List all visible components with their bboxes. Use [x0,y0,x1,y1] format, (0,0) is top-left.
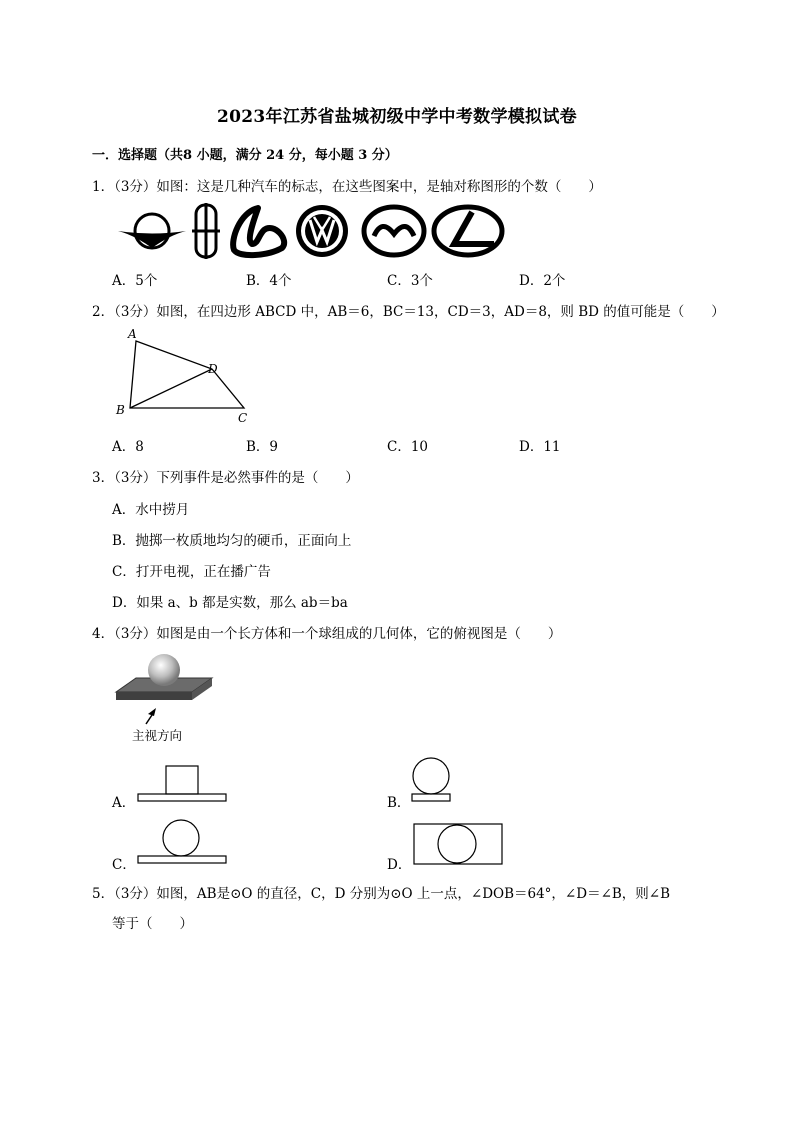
s-shaped-logo [233,208,284,255]
q2-option-b: B．9 [246,439,279,455]
q1-option-c: C．3个 [387,273,433,289]
point-b-label: B [116,403,125,417]
question-2-text: 2．（3分）如图，在四边形 ABCD 中，AB＝6，BC＝13，CD＝3，AD＝8，则 BD 的值可能是（ ） [92,304,725,320]
sphere [148,654,180,686]
q4-option-c: C． [112,857,136,873]
volkswagen-logo [296,205,348,257]
mazda-logo [364,207,424,255]
point-c-label: C [238,411,248,425]
q3-option-d: D．如果 a、b 都是实数，那么 ab＝ba [112,595,348,611]
q2-option-a: A．8 [112,439,144,455]
q2-option-c: C．10 [387,439,429,455]
q4-option-b-figure [409,756,455,804]
section-heading: 一．选择题（共8 小题，满分 24 分，每小题 3 分） [92,148,398,163]
car-logos-figure [112,200,512,262]
view-direction-label: 主视方向 [132,728,183,743]
page-title: 2023年江苏省盐城初级中学中考数学模拟试卷 [217,107,577,127]
question-4-text: 4．（3分）如图是由一个长方体和一个球组成的几何体，它的俯视图是（ ） [92,626,562,642]
q4-option-a: A． [112,795,136,811]
q1-option-a: A．5个 [112,273,158,289]
q3-option-a: A．水中捞月 [112,502,190,518]
solid-figure [112,650,222,726]
question-5-text-continued: 等于（ ） [112,916,193,932]
point-d-label: D [208,362,218,376]
hyundai-like-logo [118,214,186,248]
q2-option-d: D．11 [519,439,561,455]
point-a-label: A [128,327,137,341]
q1-option-d: D．2个 [519,273,566,289]
q4-option-c-figure [136,818,230,866]
lexus-logo [434,207,502,255]
q4-option-b: B． [387,795,411,811]
question-5-text: 5．（3分）如图，AB是⊙O 的直径，C，D 分别为⊙O 上一点，∠DOB＝64°，∠D＝∠B，则∠B [92,886,671,902]
q1-option-b: B．4个 [246,273,292,289]
q4-option-a-figure [136,764,230,804]
q4-option-d-figure [412,822,506,868]
q3-option-c: C．打开电视，正在播广告 [112,564,271,580]
lincoln-like-logo [192,203,220,259]
q4-option-d: D． [387,857,412,873]
q3-option-b: B．抛掷一枚质地均匀的硬币，正面向上 [112,533,352,549]
quadrilateral-figure [110,324,260,426]
question-1-text: 1．（3分）如图：这是几种汽车的标志，在这些图案中，是轴对称图形的个数（ ） [92,179,602,195]
question-3-text: 3．（3分）下列事件是必然事件的是（ ） [92,470,359,486]
